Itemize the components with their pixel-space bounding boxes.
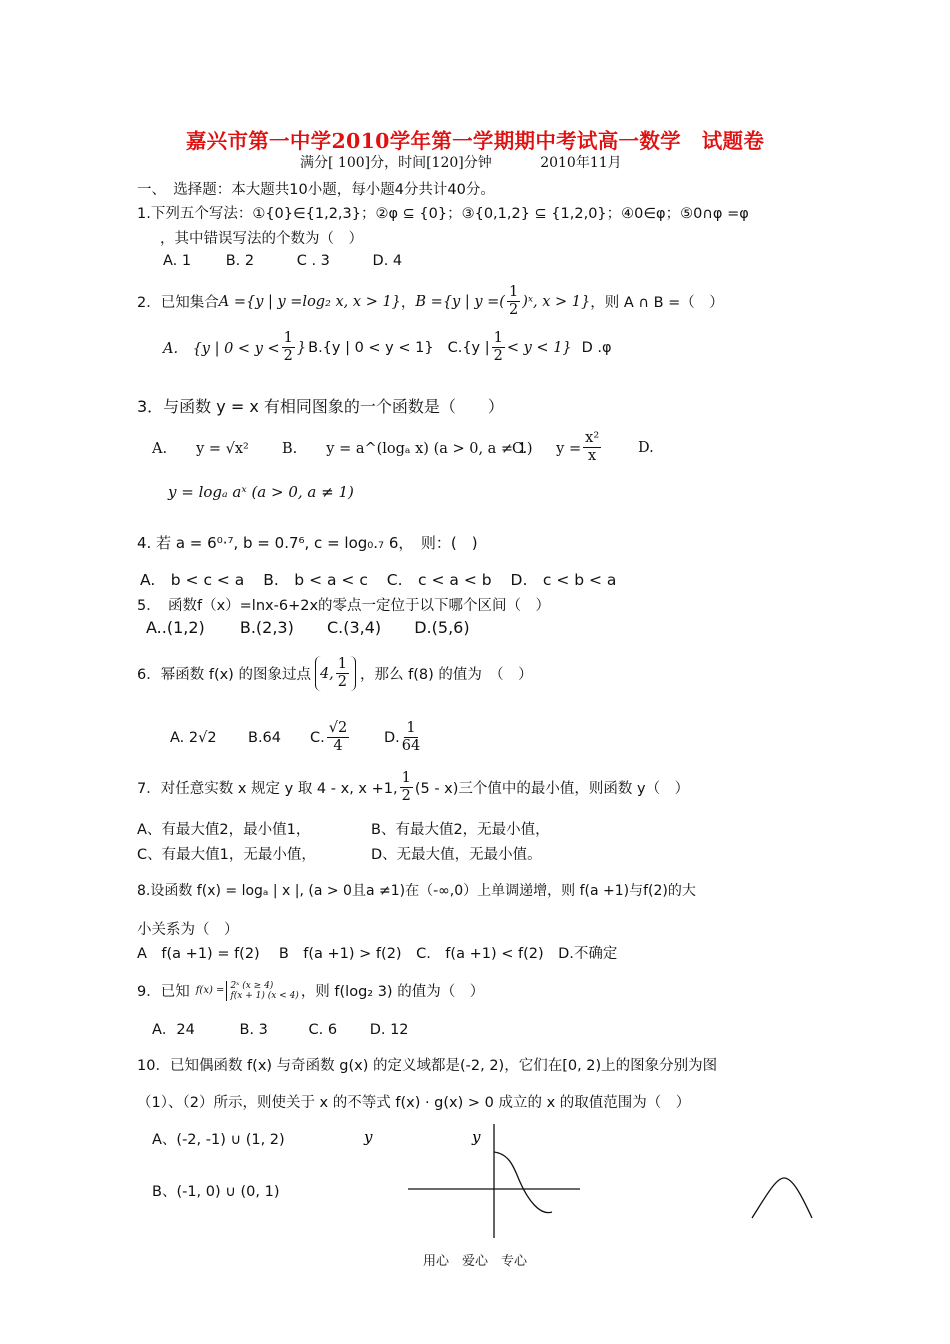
- q5-stem: 5． 函数f（x）=lnx-6+2x的零点一定位于以下哪个区间（ ）: [137, 598, 551, 614]
- q2-set-b-post: )ˣ, x > 1}: [522, 293, 591, 310]
- graph1-curve: [494, 1152, 552, 1213]
- q2-set-a: A ={y | y =log₂ x, x > 1}: [218, 293, 401, 310]
- q10-stem: 10．已知偶函数 f(x) 与奇函数 g(x) 的定义域都是(-2, 2)，它们在[0, 2)上的图象分别为图: [137, 1058, 718, 1074]
- q2-stem-lead: 2．已知集合: [137, 295, 219, 311]
- q6-option-c[interactable]: C. $\frac{√2}{4}$: [310, 720, 348, 754]
- q9-option-a[interactable]: A．24: [152, 1022, 195, 1038]
- section-heading: 一、 选择题：本大题共10小题，每小题4分共计40分。: [137, 182, 495, 198]
- q4-option-a[interactable]: A. b < c < a: [140, 571, 245, 589]
- q4-option-b[interactable]: B. b < a < c: [263, 571, 368, 589]
- q3-stem: 3．与函数 y = x 有相同图象的一个函数是（ ）: [137, 397, 504, 416]
- q9-stem-tail: ，则 f(log₂ 3) 的值为（ ）: [300, 984, 485, 1000]
- q10-graphs: [0, 1120, 950, 1250]
- q9-option-d[interactable]: D. 12: [369, 1022, 409, 1038]
- q9-stem-lead: 9．已知: [137, 984, 190, 1000]
- page-title: 嘉兴市第一中学2010学年第一学期期中考试高一数学 试题卷: [185, 129, 765, 153]
- q3-option-d[interactable]: D.: [638, 439, 654, 456]
- q8-stem-cont: 小关系为（ ）: [137, 922, 239, 938]
- q4-option-c[interactable]: C. c < a < b: [386, 571, 492, 589]
- graph2-y-label: y: [472, 1128, 481, 1146]
- q1-option-b[interactable]: B. 2: [225, 253, 255, 269]
- q8-options[interactable]: A f(a +1) = f(2) B f(a +1) > f(2) C. f(a +1) < f(2) D.不确定: [137, 946, 618, 962]
- q2-options: [163, 330, 612, 365]
- q3-option-c[interactable]: C. y = $\frac{\text{x²}}{x}$: [512, 430, 600, 464]
- q8-stem: 8.设函数 f(x) = logₐ | x |, (a > 0且a ≠1)在（-∞,0）上单调递增，则 f(a +1)与f(2)的大: [137, 883, 696, 899]
- graph2-curve: [752, 1178, 812, 1218]
- q7-option-c[interactable]: C、有最大值1，无最小值，: [137, 847, 316, 863]
- q6-option-b[interactable]: B.64: [248, 729, 282, 746]
- q6-options: [170, 720, 422, 755]
- q6-stem-tail: ，那么 f(8) 的值为 （ ）: [360, 667, 533, 683]
- q9-option-b[interactable]: B. 3: [239, 1022, 268, 1038]
- q5-option-c[interactable]: C.(3,4): [326, 618, 382, 637]
- exam-date: 2010年11月: [540, 155, 622, 171]
- q1-option-d[interactable]: D. 4: [372, 253, 403, 269]
- q2-option-c[interactable]: C.{y | $\frac{1}{2}$ < y < 1}: [447, 330, 572, 364]
- q2-option-d[interactable]: D .φ: [581, 339, 612, 356]
- q3-option-a[interactable]: A. y = √x²: [152, 441, 249, 457]
- q3-option-d-expr: y = logₐ aˣ (a > 0, a ≠ 1): [168, 483, 354, 501]
- graph1-y-label: y: [364, 1128, 373, 1146]
- q1-option-c[interactable]: C . 3: [296, 253, 330, 269]
- q7-stem-lead: 7．对任意实数 x 规定 y 取 4 - x, x +1,: [137, 781, 398, 797]
- q9-piecewise: 2ˣ (x ≥ 4) f(x + 1) (x < 4): [226, 981, 298, 1001]
- q2-stem: 2．已知集合 A ={y | y =log₂ x, x > 1} ， B ={y | y =( $\frac{1}{2}$ )ˣ, x > 1} ，则 A ∩ B =（ ）: [137, 284, 724, 318]
- exam-meta: [300, 152, 666, 172]
- q10-stem-cont: （1）、（2）所示，则使关于 x 的不等式 f(x) · g(x) > 0 成立的 x 的取值范围为（ ）: [137, 1095, 691, 1111]
- q7-stem: 7．对任意实数 x 规定 y 取 4 - x, x +1, $\frac{1}{2}$ (5 - x)三个值中的最小值，则函数 y（ ）: [137, 770, 690, 804]
- q9-options: [152, 1018, 409, 1039]
- q4-option-d[interactable]: D. c < b < a: [510, 571, 617, 589]
- q5-options: [146, 618, 470, 637]
- q2-tail: ，则 A ∩ B =（ ）: [590, 295, 724, 311]
- q5-option-d[interactable]: D.(5,6): [414, 618, 470, 637]
- score-time: 满分[ 100]分，时间[120]分钟: [300, 155, 492, 171]
- q7-option-a[interactable]: A、有最大值2，最小值1，: [137, 822, 311, 838]
- q5-option-b[interactable]: B.(2,3): [239, 618, 294, 637]
- q10-option-b[interactable]: B、(-1, 0) ∪ (0, 1): [152, 1184, 280, 1200]
- q1-stem: 1.下列五个写法：①{0}∈{1,2,3}；②φ ⊆ {0}；③{0,1,2} ⊆ {1,2,0}；④0∈φ；⑤0∩φ =φ: [137, 206, 749, 222]
- q6-stem-lead: 6．幂函数 f(x) 的图象过点: [137, 667, 311, 683]
- q6-option-a[interactable]: A. 2√2: [170, 729, 217, 746]
- q2-fraction: $\frac{1}{2}$: [508, 284, 519, 318]
- q4-stem: 4. 若 a = 6⁰·⁷, b = 0.7⁶, c = log₀.₇ 6， 则：( ): [137, 534, 478, 552]
- q7-option-d[interactable]: D、无最大值，无最小值。: [371, 847, 542, 863]
- q10-option-a[interactable]: A、(-2, -1) ∪ (1, 2): [152, 1132, 285, 1148]
- q1-options: [163, 253, 402, 269]
- q6-option-d[interactable]: D. $\frac{1}{64}$: [384, 720, 421, 754]
- page-footer: 用心 爱心 专心: [422, 1254, 527, 1269]
- q9-option-c[interactable]: C. 6: [308, 1022, 338, 1038]
- q2-option-a[interactable]: A. {y | 0 < y < $\frac{1}{2}$ }: [163, 330, 307, 364]
- q3-options: [152, 430, 654, 465]
- q4-options: [140, 568, 616, 590]
- q6-point: 4, $\frac{1}{2}$: [315, 656, 356, 691]
- q2-set-b-pre: B ={y | y =(: [415, 293, 505, 310]
- q9-func-label: f(x) =: [195, 985, 225, 996]
- q3-option-b[interactable]: B. y = a^(logₐ x) (a > 0, a ≠ 1): [282, 441, 533, 457]
- q5-option-a[interactable]: A..(1,2): [146, 618, 205, 637]
- q6-stem: [137, 656, 533, 691]
- q2-option-b[interactable]: B.{y | 0 < y < 1}: [308, 339, 434, 356]
- q9-stem: [137, 980, 484, 1001]
- q1-stem-cont: ，其中错误写法的个数为（ ）: [160, 231, 363, 247]
- q1-option-a[interactable]: A. 1: [163, 253, 192, 269]
- q7-option-b[interactable]: B、有最大值2，无最小值，: [371, 822, 550, 838]
- q7-stem-tail: (5 - x)三个值中的最小值，则函数 y（ ）: [414, 781, 690, 797]
